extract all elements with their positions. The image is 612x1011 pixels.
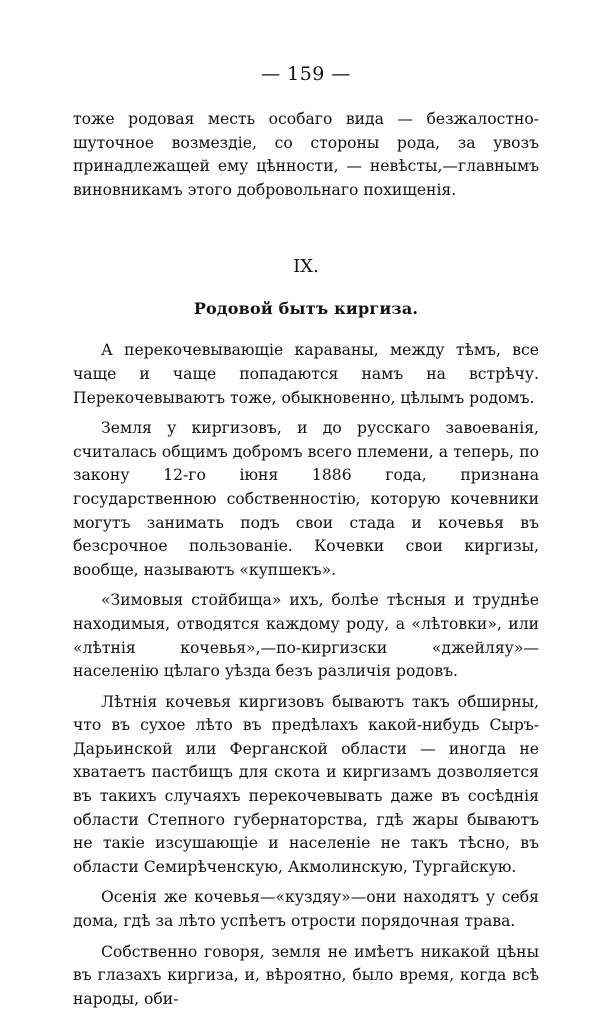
paragraph: Лѣтнія кочевья киргизовъ бываютъ такъ обширны, что въ сухое лѣто въ предѣлахъ какой-нибудь Сыръ-Дарьинской или Ферганской области — иногда не хватаетъ пастбищъ для скота и киргизамъ дозволяется въ такихъ случаяхъ перекочевывать даже въ сосѣднія области Степного губернаторства, гдѣ жары бываютъ не такіе изсушающіе и населеніе не такъ тѣсно, въ области Семирѣченскую, Акмолинскую, Тургайскую.	[73, 692, 539, 876]
chapter-number: IX.	[293, 256, 319, 278]
paragraph: Осенія же кочевья—«куздяу»—они находятъ у себя дома, гдѣ за лѣто успѣетъ отрости порядочная трава.	[73, 888, 539, 931]
paragraph: А перекочевывающіе караваны, между тѣмъ, все чаще и чаще попадаются намъ на встрѣчу. Перекочевываютъ тоже, обыкновенно, цѣлымъ родомъ.	[73, 341, 539, 407]
chapter-title: Родовой бытъ киргиза.	[193, 299, 419, 319]
book-page	[73, 62, 539, 1011]
paragraph: Земля у киргизовъ, и до русскаго завоеванія, считалась общимъ добромъ всего племени, а теперь, по закону 12-го іюня 1886 года, признана государственною собственностію, которую кочевники могутъ занимать подъ свои стада и кочевья въ безсрочное пользованіе. Кочевки свои киргизы, вообще, называютъ «купшекъ».	[73, 419, 539, 579]
page-number: — 159 —	[261, 63, 351, 85]
paragraph: Собственно говоря, земля не имѣетъ никакой цѣны въ глазахъ киргиза, и, вѣроятно, было время, когда всѣ народы, оби-	[73, 942, 539, 1008]
paragraph: «Зимовыя стойбища» ихъ, болѣе тѣсныя и труднѣе находимыя, отводятся каждому роду, а «лѣтовки», или «лѣтнія кочевья»,—по-киргизски «джейляу»—населенію цѣлаго уѣзда безъ различія родовъ.	[73, 591, 539, 681]
continuation-paragraph: тоже родовая месть особаго вида — безжалостно-шуточное возмездіе, со стороны рода, за увозъ принадлежащей ему цѣнности, — невѣсты,—главнымъ виновникамъ этого добровольнаго похищенія.	[73, 110, 539, 199]
